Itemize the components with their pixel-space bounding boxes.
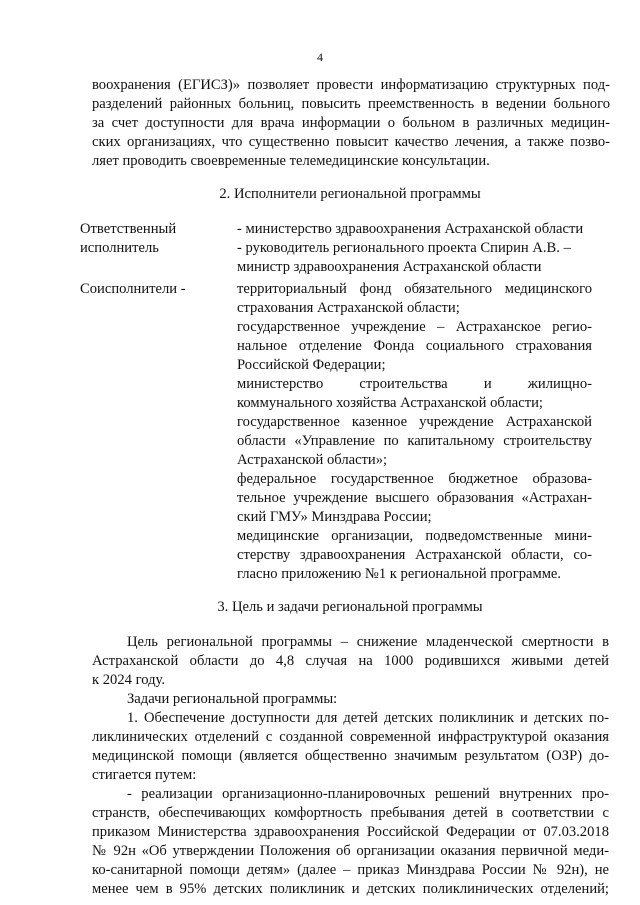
intro-line: ских организациях, что существенно повысит качество лечения, а также позво- — [92, 134, 610, 150]
coexecutors-value-line: Астраханской области»; — [237, 452, 388, 468]
body-line: приказом Министерства здравоохранения Российской Федерации от 07.03.2018 — [92, 824, 609, 840]
coexecutors-value-line: нальное отделение Фонда социального страхования — [237, 338, 592, 354]
body-line: Задачи региональной программы: — [127, 691, 338, 707]
responsible-label: исполнитель — [80, 240, 159, 256]
coexecutors-value-line: ский ГМУ» Минздрава России; — [237, 509, 432, 525]
intro-line: за счет доступности для врача информации о больном в различных медицин- — [92, 115, 610, 131]
body-line: странств, обеспечивающих комфортность пребывания детей в соответствии с — [92, 805, 609, 821]
body-line: стигается путем: — [92, 767, 197, 783]
body-line: медицинской помощи (является общественно значимым результатом (ОЗР) до- — [92, 748, 609, 764]
body-line: № 92н «Об утверждении Положения об организации оказания первичной меди- — [92, 843, 609, 859]
coexecutors-value-line: коммунального хозяйства Астраханской области; — [237, 395, 543, 411]
responsible-value-line: - руководитель регионального проекта Спирин А.В. – — [237, 240, 571, 256]
body-line: к 2024 году. — [92, 672, 165, 688]
section-heading: 3. Цель и задачи региональной программы — [217, 599, 483, 615]
coexecutors-value-line: федеральное государственное бюджетное образова- — [237, 471, 592, 487]
body-line: менее чем в 95% детских поликлиник и детских поликлинических отделений; — [92, 881, 609, 897]
page-number: 4 — [317, 50, 323, 64]
coexecutors-value-line: стерству здравоохранения Астраханской области, со- — [237, 547, 592, 563]
body-line: 1. Обеспечение доступности для детей детских поликлиник и детских по- — [127, 710, 609, 726]
body-line: - реализации организационно-планировочных решений внутренних про- — [127, 786, 609, 802]
body-line: ко-санитарной помощи детям» (далее – приказ Минздрава России № 92н), не — [92, 862, 609, 878]
coexecutors-value-line: государственное учреждение – Астраханское регио- — [237, 319, 592, 335]
section-heading: 2. Исполнители региональной программы — [219, 186, 481, 202]
coexecutors-label: Соисполнители - — [80, 281, 186, 297]
intro-line: ляет проводить своевременные телемедицинские консультации. — [92, 153, 490, 169]
coexecutors-value-line: государственное казенное учреждение Астраханской — [237, 414, 592, 430]
coexecutors-value-line: медицинские организации, подведомственные мини- — [237, 528, 592, 544]
responsible-value-line: - министерство здравоохранения Астраханской области — [237, 221, 584, 237]
coexecutors-value-line: страхования Астраханской области; — [237, 300, 460, 316]
coexecutors-value-line: территориальный фонд обязательного медицинского — [237, 281, 592, 297]
intro-line: воохранения (ЕГИСЗ)» позволяет провести информатизацию структурных под- — [92, 77, 610, 93]
responsible-value-line: министр здравоохранения Астраханской области — [237, 259, 542, 275]
coexecutors-value-line: Российской Федерации; — [237, 357, 386, 373]
body-line: ликлинических отделений с созданной современной инфраструктурой оказания — [92, 729, 609, 745]
coexecutors-value-line: области «Управление по капитальному строительству — [237, 433, 592, 449]
responsible-label: Ответственный — [80, 221, 177, 237]
coexecutors-value-line: тельное учреждение высшего образования «Астрахан- — [237, 490, 592, 506]
coexecutors-value-line: министерство строительства и жилищно- — [237, 376, 592, 392]
coexecutors-value-line: гласно приложению №1 к региональной программе. — [237, 566, 562, 582]
body-line: Цель региональной программы – снижение младенческой смертности в — [127, 634, 609, 650]
intro-line: разделений районных больниц, повысить преемственность в ведении больного — [92, 96, 610, 112]
body-line: Астраханской области до 4,8 случая на 1000 родившихся живыми детей — [92, 653, 609, 669]
